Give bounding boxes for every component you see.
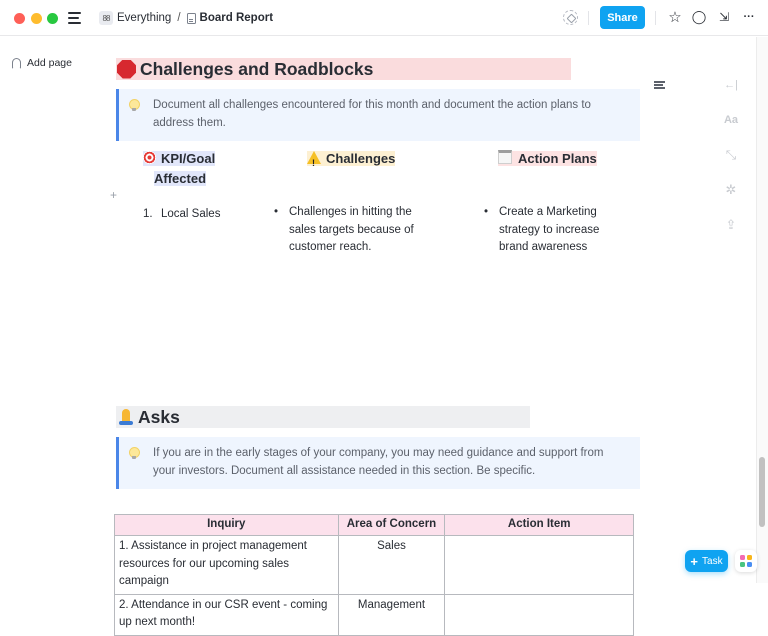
- callout-asks-text: If you are in the early stages of your company, you may need guidance and support from your investors. Document all assistance needed in this section. Be specific.: [153, 447, 604, 477]
- tag-icon[interactable]: [563, 10, 578, 25]
- column-header-action-item[interactable]: Action Item: [445, 515, 634, 536]
- warning-icon: [307, 151, 321, 164]
- callout-asks[interactable]: [116, 437, 640, 489]
- challenges-list: [274, 204, 439, 257]
- document-icon: [187, 13, 196, 24]
- target-icon: [143, 151, 156, 164]
- add-block-icon[interactable]: +: [110, 188, 118, 202]
- relation-icon[interactable]: ⤡: [725, 147, 737, 162]
- top-bar: [0, 0, 768, 36]
- add-task-label: Task: [702, 555, 723, 567]
- column-header-action-plans: Action Plans: [498, 149, 597, 169]
- export-icon[interactable]: ⇪: [725, 217, 737, 232]
- outline-icon[interactable]: [654, 81, 665, 90]
- heading-asks[interactable]: [116, 406, 530, 428]
- heading-challenges[interactable]: [116, 58, 571, 80]
- challenges-columns: [110, 141, 642, 291]
- font-style-icon[interactable]: Aa: [723, 114, 739, 126]
- asks-table: [114, 514, 634, 636]
- more-icon[interactable]: ···: [743, 11, 755, 23]
- table-row: [115, 594, 634, 635]
- ai-magic-icon[interactable]: ✲: [725, 182, 737, 197]
- column-header-kpi: KPI/Goal Affected: [143, 149, 215, 189]
- share-button[interactable]: Share: [600, 6, 645, 29]
- maximize-window-button[interactable]: [47, 13, 58, 24]
- toolbar-divider: [655, 11, 656, 25]
- table-cell-area[interactable]: Sales: [338, 536, 445, 595]
- folded-hands-icon: [117, 408, 135, 426]
- breadcrumb-page[interactable]: Board Report: [199, 12, 274, 24]
- table-row: [115, 536, 634, 595]
- lightbulb-icon: [129, 99, 143, 111]
- add-page-button[interactable]: [12, 57, 72, 69]
- stop-sign-icon: [117, 60, 136, 79]
- add-task-button[interactable]: [685, 550, 728, 572]
- heading-asks-text: Asks: [138, 406, 180, 427]
- scrollbar-thumb[interactable]: [759, 457, 765, 527]
- callout-challenges[interactable]: [116, 89, 640, 141]
- table-cell-inquiry[interactable]: 2. Attendance in our CSR event - coming up next month!: [115, 594, 339, 635]
- table-cell-action[interactable]: [445, 536, 634, 595]
- column-header-area-of-concern[interactable]: Area of Concern: [338, 515, 445, 536]
- column-header-inquiry[interactable]: Inquiry: [115, 515, 339, 536]
- collapse-sidebar-icon[interactable]: ←|: [724, 79, 738, 91]
- toolbar-divider: [588, 11, 589, 25]
- add-page-label: Add page: [27, 57, 72, 69]
- sidebar-toggle-icon[interactable]: [68, 12, 82, 24]
- table-cell-action[interactable]: [445, 594, 634, 635]
- breadcrumb: [99, 9, 273, 27]
- heading-challenges-text: Challenges and Roadblocks: [140, 58, 374, 79]
- callout-challenges-text: Document all challenges encountered for this month and document the action plans to address them.: [153, 99, 591, 129]
- list-item[interactable]: 1. Local Sales: [143, 208, 221, 220]
- action-plans-list: [484, 204, 614, 257]
- apps-icon: [740, 555, 745, 560]
- notepad-icon: [498, 150, 512, 164]
- star-icon[interactable]: ☆: [668, 9, 682, 26]
- table-cell-area[interactable]: Management: [338, 594, 445, 635]
- breadcrumb-separator: /: [177, 12, 181, 24]
- add-page-icon: [12, 58, 21, 69]
- table-cell-inquiry[interactable]: 1. Assistance in project management resources for our upcoming sales campaign: [115, 536, 339, 595]
- document-content: [110, 58, 642, 636]
- column-header-challenges: !Challenges: [307, 149, 395, 169]
- breadcrumb-space[interactable]: Everything: [117, 12, 172, 24]
- close-window-button[interactable]: [14, 13, 25, 24]
- plus-icon: +: [690, 553, 699, 569]
- minimize-window-button[interactable]: [31, 13, 42, 24]
- space-icon: 88: [99, 11, 113, 25]
- list-item[interactable]: • Challenges in hitting the sales targets because of customer reach.: [274, 206, 414, 253]
- kpi-list: [143, 206, 273, 224]
- comment-icon[interactable]: ◯: [691, 9, 707, 24]
- lightbulb-icon: [129, 447, 143, 459]
- collapse-icon[interactable]: ⇲: [718, 10, 730, 24]
- apps-button[interactable]: [735, 550, 757, 572]
- list-item[interactable]: • Create a Marketing strategy to increase brand awareness: [484, 206, 600, 253]
- table-header-row: [115, 515, 634, 536]
